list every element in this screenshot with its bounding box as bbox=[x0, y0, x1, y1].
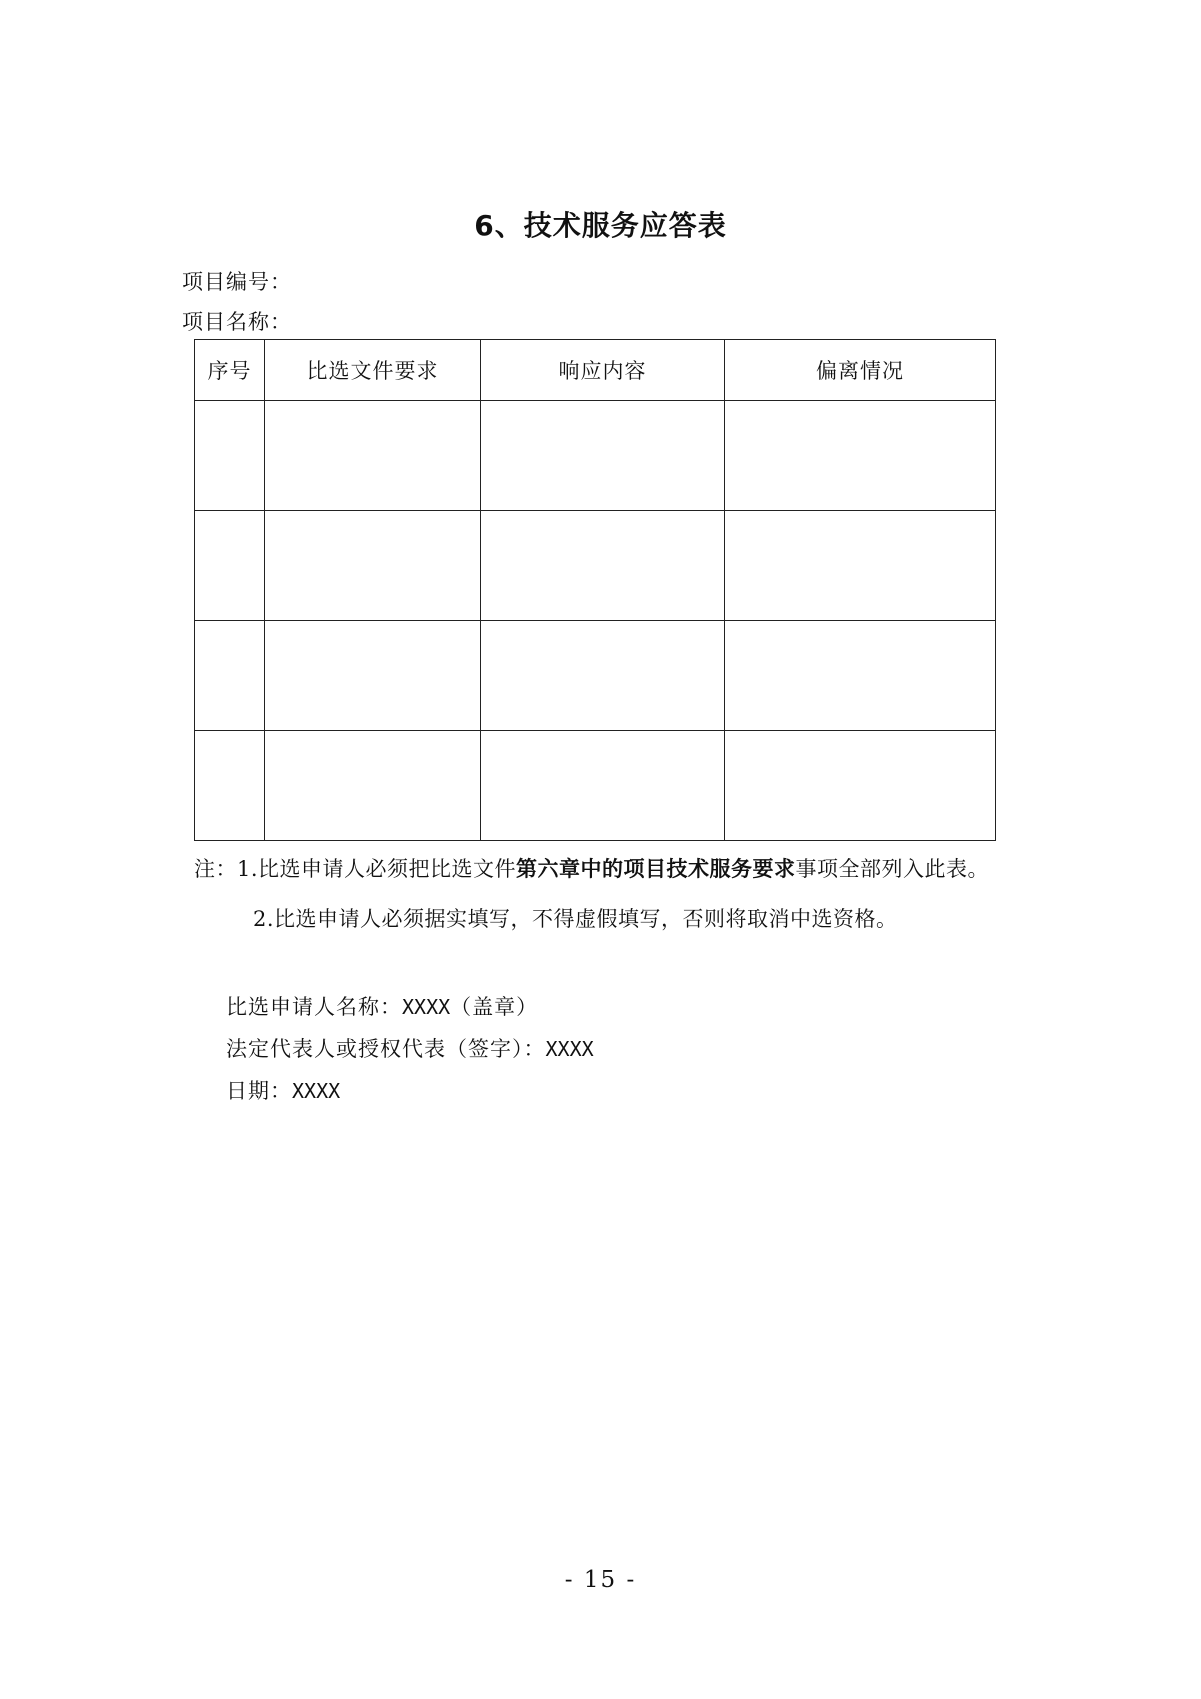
table-row bbox=[195, 621, 996, 731]
representative-value: XXXX bbox=[545, 1037, 594, 1061]
applicant-name-line bbox=[226, 986, 594, 1028]
applicant-name-value: XXXX bbox=[402, 995, 451, 1019]
table-cell bbox=[481, 621, 725, 731]
header-response: 响应内容 bbox=[481, 340, 725, 401]
table-row bbox=[195, 731, 996, 841]
date-value: XXXX bbox=[292, 1079, 341, 1103]
table-cell bbox=[195, 401, 265, 511]
table-cell bbox=[265, 511, 481, 621]
table-cell bbox=[481, 731, 725, 841]
note-1-prefix: 注：1.比选申请人必须把比选文件 bbox=[194, 857, 517, 881]
date-line bbox=[226, 1070, 594, 1112]
technical-response-table bbox=[194, 339, 996, 841]
applicant-seal-note: （盖章） bbox=[450, 995, 539, 1019]
note-2: 2.比选申请人必须据实填写，不得虚假填写，否则将取消中选资格。 bbox=[253, 907, 898, 931]
table-cell bbox=[725, 621, 996, 731]
project-name-label: 项目名称： bbox=[182, 310, 292, 334]
header-requirement: 比选文件要求 bbox=[265, 340, 481, 401]
table-row bbox=[195, 511, 996, 621]
applicant-name-label: 比选申请人名称： bbox=[226, 995, 402, 1019]
header-deviation: 偏离情况 bbox=[725, 340, 996, 401]
table-cell bbox=[481, 511, 725, 621]
table-cell bbox=[195, 511, 265, 621]
note-1-suffix: 事项全部列入此表。 bbox=[795, 857, 990, 881]
signature-block bbox=[226, 986, 594, 1112]
note-1-emphasis: 第六章中的项目技术服务要求 bbox=[516, 857, 796, 881]
table-cell bbox=[195, 621, 265, 731]
table-cell bbox=[725, 731, 996, 841]
representative-label: 法定代表人或授权代表（签字）： bbox=[226, 1037, 546, 1061]
date-label: 日期： bbox=[226, 1079, 292, 1103]
table-cell bbox=[265, 731, 481, 841]
table-cell bbox=[725, 401, 996, 511]
page-number: - 15 - bbox=[564, 1567, 637, 1593]
document-title: 6、技术服务应答表 bbox=[474, 209, 727, 242]
table-cell bbox=[265, 621, 481, 731]
header-seq: 序号 bbox=[195, 340, 265, 401]
table-header-row bbox=[195, 340, 996, 401]
project-code-label: 项目编号： bbox=[182, 270, 292, 294]
table-cell bbox=[265, 401, 481, 511]
table-row bbox=[195, 401, 996, 511]
notes-section bbox=[194, 854, 989, 934]
representative-line bbox=[226, 1028, 594, 1070]
table-cell bbox=[481, 401, 725, 511]
table-cell bbox=[725, 511, 996, 621]
note-1 bbox=[194, 854, 989, 884]
table-cell bbox=[195, 731, 265, 841]
